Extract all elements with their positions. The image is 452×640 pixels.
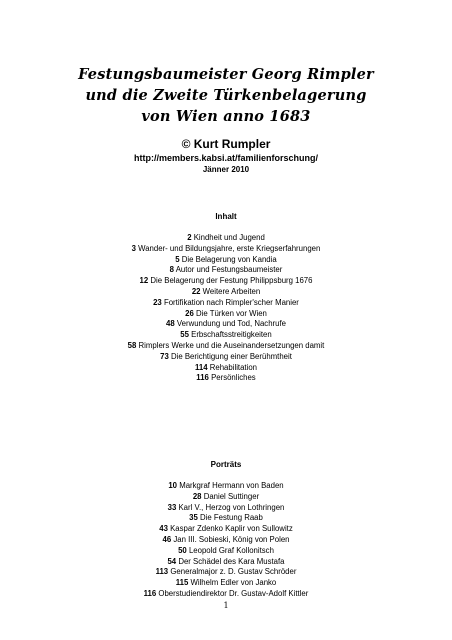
publication-date: Jänner 2010 (202, 165, 250, 174)
toc-entry (0, 363, 452, 374)
toc-entry (0, 265, 452, 276)
entry-title: Generalmajor z. D. Gustav Schröder (170, 567, 297, 577)
author-block (0, 136, 452, 175)
entry-title: Karl V., Herzog von Lothringen (178, 502, 285, 512)
entry-page-number: 58 (127, 340, 137, 350)
toc-entry (0, 341, 452, 352)
toc-entry (0, 233, 452, 244)
entry-page-number: 46 (162, 534, 172, 544)
toc-entry (0, 255, 452, 266)
portraits-list (0, 481, 452, 600)
portrait-entry (0, 481, 452, 492)
entry-page-number: 3 (131, 243, 136, 253)
portraits-heading: Porträts (210, 460, 242, 469)
portrait-entry (0, 578, 452, 589)
entry-title: Die Belagerung von Kandia (181, 254, 277, 264)
portrait-entry (0, 546, 452, 557)
entry-page-number: 50 (178, 545, 187, 555)
entry-title: Kindheit und Jugend (193, 233, 265, 242)
toc-entry (0, 330, 452, 341)
entry-page-number: 48 (166, 319, 175, 329)
website-url: http://members.kabsi.at/familienforschung/ (133, 153, 319, 163)
document-title (0, 64, 452, 127)
title-line: und die Zweite Türkenbelagerung (85, 87, 367, 104)
entry-title: Die Belagerung der Festung Philippsburg 1676 (150, 276, 313, 286)
entry-page-number: 55 (180, 330, 189, 340)
entry-title: Rimplers Werke und die Auseinandersetzungen damit (138, 340, 325, 350)
toc-entry (0, 244, 452, 255)
toc-entry (0, 276, 452, 287)
portrait-entry (0, 503, 452, 514)
entry-title: Daniel Suttinger (203, 491, 260, 501)
portrait-entry (0, 513, 452, 524)
entry-title: Jan III. Sobieski, König von Polen (173, 534, 290, 544)
toc-entry (0, 373, 452, 384)
entry-title: Rehabilitation (209, 362, 257, 372)
entry-page-number: 8 (169, 265, 174, 275)
entry-page-number: 10 (168, 481, 178, 490)
entry-title: Der Schädel des Kara Mustafa (178, 556, 285, 566)
portrait-entry (0, 557, 452, 568)
entry-page-number: 22 (191, 286, 201, 296)
portrait-entry (0, 535, 452, 546)
entry-title: Die Berichtigung einer Berühmtheit (170, 351, 292, 361)
page-number: 1 (223, 601, 229, 610)
entry-page-number: 54 (167, 556, 177, 566)
author-name: © Kurt Rumpler (181, 137, 271, 151)
portrait-entry (0, 524, 452, 535)
entry-page-number: 113 (155, 567, 169, 577)
entry-title: Wander- und Bildungsjahre, erste Kriegserfahrungen (138, 243, 321, 253)
entry-title: Erbschaftsstreitigkeiten (191, 330, 272, 340)
toc-entry (0, 287, 452, 298)
toc-entry (0, 319, 452, 330)
toc-list (0, 233, 452, 384)
portrait-entry (0, 492, 452, 503)
entry-page-number: 73 (160, 351, 169, 361)
entry-page-number: 5 (175, 254, 180, 264)
entry-page-number: 28 (192, 491, 202, 501)
entry-title: Die Festung Raab (200, 513, 263, 523)
entry-page-number: 26 (185, 308, 194, 318)
entry-page-number: 35 (189, 513, 198, 523)
portraits-section (0, 460, 452, 600)
toc-entry (0, 352, 452, 363)
title-line: Festungsbaumeister Georg Rimpler (78, 66, 374, 83)
entry-title: Die Türken vor Wien (195, 308, 267, 318)
entry-title: Autor und Festungsbaumeister (175, 265, 283, 275)
entry-title: Fortifikation nach Rimpler'scher Manier (163, 297, 299, 307)
entry-page-number: 115 (175, 578, 189, 588)
title-line: von Wien anno 1683 (141, 108, 311, 125)
entry-page-number: 23 (153, 297, 162, 307)
entry-title: Leopold Graf Kollonitsch (188, 545, 274, 555)
portrait-entry (0, 567, 452, 578)
toc-heading: Inhalt (215, 212, 237, 221)
entry-page-number: 116 (143, 588, 157, 598)
entry-title: Verwundung und Tod, Nachrufe (176, 319, 286, 329)
entry-page-number: 12 (139, 276, 149, 286)
entry-title: Weitere Arbeiten (202, 286, 261, 296)
portrait-entry (0, 589, 452, 600)
entry-title: Persönliches (211, 373, 256, 383)
entry-title: Kaspar Zdenko Kaplir von Sullowitz (170, 524, 293, 534)
entry-title: Markgraf Hermann von Baden (179, 481, 284, 490)
toc-entry (0, 309, 452, 320)
entry-page-number: 114 (194, 362, 208, 372)
entry-page-number: 43 (159, 524, 168, 534)
entry-page-number: 33 (167, 502, 177, 512)
entry-page-number: 2 (187, 233, 192, 242)
table-of-contents (0, 212, 452, 384)
entry-title: Wilhelm Edler von Janko (190, 578, 277, 588)
entry-title: Oberstudiendirektor Dr. Gustav-Adolf Kittler (158, 588, 309, 598)
entry-page-number: 116 (196, 373, 209, 383)
toc-entry (0, 298, 452, 309)
